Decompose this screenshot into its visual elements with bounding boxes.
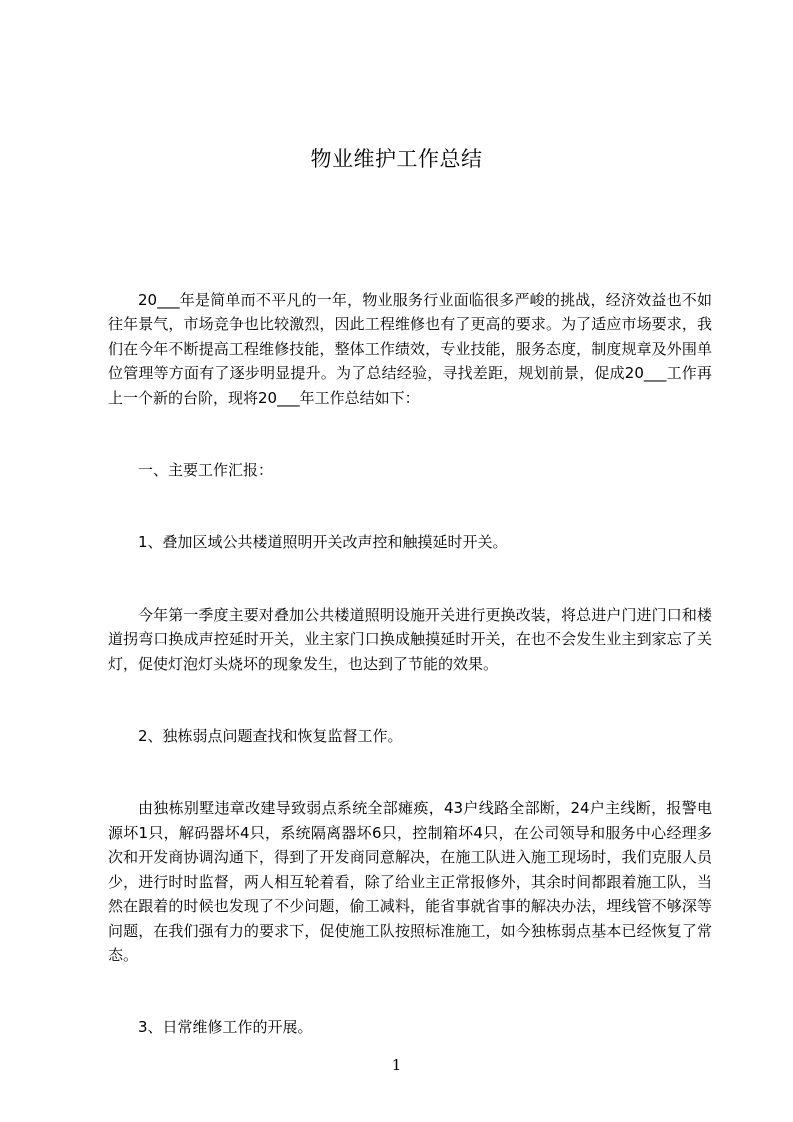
subsection-heading-2: 2、独栋弱点问题查找和恢复监督工作。 bbox=[138, 727, 403, 746]
section-heading-main-work: 一、主要工作汇报： bbox=[138, 461, 274, 480]
subsection-heading-3: 3、日常维修工作的开展。 bbox=[138, 1018, 313, 1037]
intro-paragraph: 20___年是简单而不平凡的一年，物业服务行业面临很多严峻的挑战，经济效益也不如往年景气，市场竞争也比较激烈，因此工程维修也有了更高的要求。为了适应市场要求，我们在今年不断提高工程维修技能，整体工作绩效，专业技能，服务态度，制度规章及外围单位管理等方面有了逐步明显提升。为了总结经验，寻找差距，规划前景，促成20___工作再上一个新的台阶，现将20___年工作总结如下： bbox=[108, 291, 712, 407]
document-body bbox=[108, 288, 712, 1040]
paragraph-lighting-switch: 今年第一季度主要对叠加公共楼道照明设施开关进行更换改装，将总进户门进门口和楼道拐弯口换成声控延时开关，业主家门口换成触摸延时开关，在也不会发生业主到家忘了关灯，促使灯泡灯头烧坏的现象发生，也达到了节能的效果。 bbox=[108, 605, 712, 673]
paragraph-weak-current: 由独栋别墅违章改建导致弱点系统全部瘫痪，43户线路全部断，24户主线断，报警电源坏1只，解码器坏4只，系统隔离器坏6只，控制箱坏4只，在公司领导和服务中心经理多次和开发商协调沟通下，得到了开发商同意解决，在施工队进入施工现场时，我们克服人员少，进行时时监督，两人相互轮着看，除了给业主正常报修外，其余时间都跟着施工队，当然在跟着的时候也发现了不少问题，偷工减料，能省事就省事的解决办法，埋线管不够深等问题，在我们强有力的要求下，促使施工队按照标准施工，如今独栋弱点基本已经恢复了常态。 bbox=[108, 799, 712, 964]
document-title: 物业维护工作总结 bbox=[310, 147, 483, 171]
page-number: 1 bbox=[391, 1056, 402, 1074]
subsection-heading-1: 1、叠加区域公共楼道照明开关改声控和触摸延时开关。 bbox=[138, 533, 508, 552]
